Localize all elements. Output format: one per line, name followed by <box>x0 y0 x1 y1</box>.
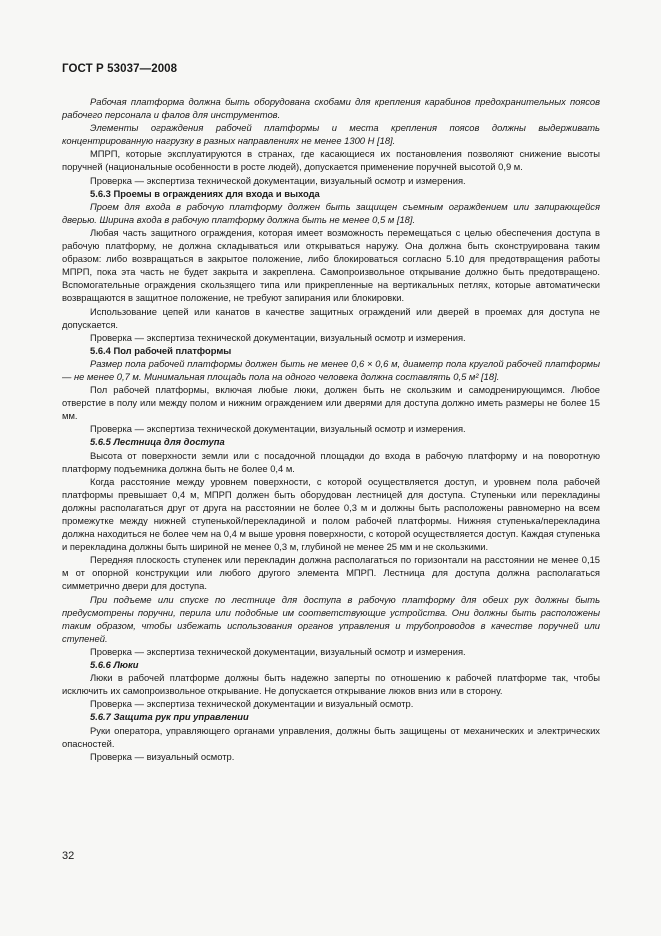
section-heading: 5.6.6 Люки <box>90 659 139 671</box>
paragraph: Проверка — экспертиза технической документации, визуальный осмотр и измерения. <box>90 645 466 657</box>
paragraph: Рабочая платформа должна быть оборудована скобами для крепления карабинов предохранительных поясов рабочего персонала и фалов для инструментов. <box>62 96 600 121</box>
section-heading: 5.6.4 Пол рабочей платформы <box>90 344 232 356</box>
paragraph: Руки оператора, управляющего органами управления, должны быть защищены от механических и электрических опасностей. <box>62 724 600 749</box>
paragraph: Размер пола рабочей платформы должен быть не менее 0,6 × 0,6 м, диаметр пола круглой рабочей платформы — не менее 0,7 м. Минимальная площадь пола на одного человека должна составлять 0,5 м² [18]. <box>62 357 600 382</box>
paragraph: Пол рабочей платформы, включая любые люки, должен быть не скользким и самодренирующимся. Любое отверстие в полу или между полом и нижним ограждением или дверями для доступа должно иметь размеры не более 15 мм. <box>62 384 600 422</box>
paragraph: Люки в рабочей платформе должны быть надежно заперты по отношению к рабочей платформе так, чтобы исключить их самопроизвольное открывание. Не допускается открывание люков вниз или в сторону. <box>62 672 600 697</box>
paragraph: Проверка — экспертиза технической документации, визуальный осмотр и измерения. <box>90 331 466 343</box>
section-heading: 5.6.3 Проемы в ограждениях для входа и выхода <box>90 187 320 199</box>
document-header: ГОСТ Р 53037—2008 <box>62 63 178 75</box>
paragraph: Использование цепей или канатов в качестве защитных ограждений или дверей в проемах для доступа не допускается. <box>62 305 600 330</box>
paragraph: Элементы ограждения рабочей платформы и места крепления поясов должны выдерживать концентрированную нагрузку в разных направлениях не менее 1300 Н [18]. <box>62 122 600 147</box>
page-number: 32 <box>62 850 75 862</box>
paragraph: МПРП, которые эксплуатируются в странах, где касающиеся их постановления позволяют снижение высоты поручней (национальные особенности в росте людей), допускается применение поручней высотой 0,9 м. <box>62 148 600 173</box>
paragraph: Проверка — экспертиза технической документации, визуальный осмотр и измерения. <box>90 174 466 186</box>
paragraph: При подъеме или спуске по лестнице для доступа в рабочую платформу для обеих рук должны быть предусмотрены поручни, перила или подобные им соответствующие устройства. Они должны быть расположены таким образом, чтобы избежать использования органов управления и трубопроводов в качестве поручней или ступеней. <box>62 593 600 644</box>
section-heading: 5.6.7 Защита рук при управлении <box>90 711 249 723</box>
paragraph: Проверка — экспертиза технической документации, визуальный осмотр и измерения. <box>90 423 466 435</box>
paragraph: Высота от поверхности земли или с посадочной площадки до входа в рабочую платформу и на поворотную платформу подъемника должна быть не более 0,4 м. <box>62 449 600 474</box>
document-body <box>62 95 600 763</box>
paragraph: Любая часть защитного ограждения, которая имеет возможность перемещаться с целью обеспечения доступа в рабочую платформу, не должна складываться или открываться наружу. Она должна быть сконструирована таким образом: либо возвращаться в закрытое положение, либо блокироваться согласно 5.10 для предотвращения работы МПРП, пока эта часть не будет закрыта и закреплена. Самопроизвольное открывание должно быть предотвращено. Вспомогательные ограждения скользящего типа или прикрепленные на вертикальных петлях, которые автоматически возвращаются в защитное положение, не требуют запирания или блокировки. <box>62 226 600 304</box>
paragraph: Передняя плоскость ступенек или перекладин должна располагаться по горизонтали на расстоянии не менее 0,15 м от опорной конструкции или любого другого элемента МПРП. Лестница для доступа должна располагаться симметрично двери для доступа. <box>62 554 600 592</box>
paragraph: Проверка — экспертиза технической документации и визуальный осмотр. <box>90 698 414 710</box>
paragraph: Когда расстояние между уровнем поверхности, с которой осуществляется доступ, и уровнем пола рабочей платформы превышает 0,4 м, МПРП должен быть оборудован лестницей для доступа. Ступеньки или перекладины должны располагаться друг от друга на расстоянии не более 0,3 м и должны быть расположены равномерно на всем промежутке между нижней ступенькой/перекладиной и полом рабочей платформы. Нижняя ступенька/перекладина должна находиться не более чем на 0,4 м выше уровня поверхности, с которой осуществляется доступ. Каждая ступенька и перекладина должны быть шириной не менее 0,3 м, глубиной не менее 25 мм и не скользкими. <box>62 475 600 553</box>
paragraph: Проем для входа в рабочую платформу должен быть защищен съемным ограждением или запирающейся дверью. Ширина входа в рабочую платформу должна быть не менее 0,5 м [18]. <box>62 200 600 225</box>
section-heading: 5.6.5 Лестница для доступа <box>90 436 225 448</box>
paragraph: Проверка — визуальный осмотр. <box>90 750 235 762</box>
